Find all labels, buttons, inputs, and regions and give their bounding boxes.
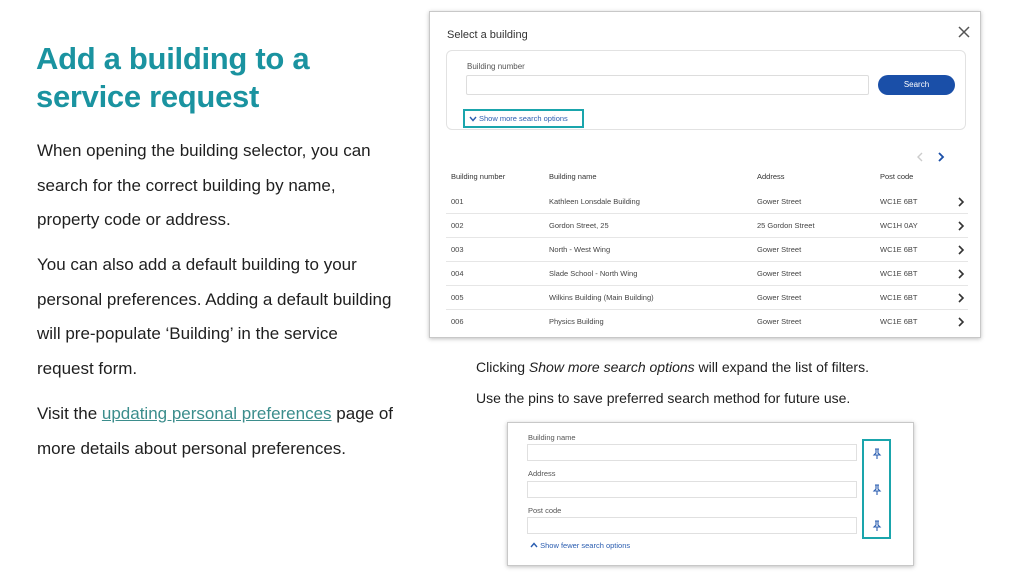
cell-building-number: 001 <box>451 197 464 206</box>
show-fewer-search-options-link[interactable] <box>530 541 630 550</box>
cell-address: Gower Street <box>757 269 802 278</box>
cell-building-name: Kathleen Lonsdale Building <box>549 197 640 206</box>
cell-building-number: 004 <box>451 269 464 278</box>
chevron-right-icon[interactable] <box>956 316 966 328</box>
cell-address: Gower Street <box>757 245 802 254</box>
building-number-label: Building number <box>467 62 525 71</box>
pin-icon[interactable] <box>872 484 882 496</box>
chevron-left-icon[interactable] <box>915 151 925 163</box>
cell-post-code: WC1H 0AY <box>880 221 918 230</box>
cell-post-code: WC1E 6BT <box>880 269 918 278</box>
expanded-filters-panel <box>507 422 914 566</box>
pin-icon[interactable] <box>872 520 882 532</box>
visit-paragraph <box>37 397 397 466</box>
pin-icon[interactable] <box>872 448 882 460</box>
table-row[interactable] <box>446 310 968 334</box>
building-name-label: Building name <box>528 433 576 442</box>
select-building-dialog <box>429 11 981 338</box>
cell-post-code: WC1E 6BT <box>880 245 918 254</box>
cell-building-number: 002 <box>451 221 464 230</box>
building-name-input[interactable] <box>527 444 857 461</box>
cell-building-name: Physics Building <box>549 317 604 326</box>
cell-address: 25 Gordon Street <box>757 221 815 230</box>
chevron-up-icon <box>530 542 538 548</box>
slide-title: Add a building to a service request <box>36 41 310 114</box>
column-header-building-number[interactable]: Building number <box>451 172 506 181</box>
chevron-right-icon[interactable] <box>956 292 966 304</box>
cell-building-name: Wilkins Building (Main Building) <box>549 293 654 302</box>
show-fewer-label: Show fewer search options <box>540 541 631 550</box>
table-row[interactable] <box>446 262 968 286</box>
cell-address: Gower Street <box>757 317 802 326</box>
cell-building-number: 006 <box>451 317 464 326</box>
cell-post-code: WC1E 6BT <box>880 317 918 326</box>
cell-building-number: 005 <box>451 293 464 302</box>
table-row[interactable] <box>446 286 968 310</box>
cell-post-code: WC1E 6BT <box>880 293 918 302</box>
show-more-search-options-link[interactable] <box>463 109 584 128</box>
cell-address: Gower Street <box>757 293 802 302</box>
column-header-address[interactable]: Address <box>757 172 785 181</box>
personal-preferences-link[interactable]: updating personal preferences <box>101 404 332 423</box>
chevron-right-icon[interactable] <box>956 196 966 208</box>
caption-pins: Use the pins to save preferred search method for future use. <box>476 390 851 406</box>
cell-address: Gower Street <box>757 197 802 206</box>
cell-building-name: Gordon Street, 25 <box>549 221 609 230</box>
address-input[interactable] <box>527 481 857 498</box>
post-code-label: Post code <box>528 506 562 515</box>
chevron-right-icon[interactable] <box>956 268 966 280</box>
caption-show-more <box>476 359 869 375</box>
cell-building-number: 003 <box>451 245 464 254</box>
post-code-input[interactable] <box>527 517 857 534</box>
cell-building-name: Slade School - North Wing <box>549 269 638 278</box>
caption-1-italic: Show more search options <box>528 359 695 375</box>
visit-suffix: page of more details about personal preferences. <box>37 404 394 458</box>
close-icon[interactable] <box>956 24 972 40</box>
chevron-right-icon[interactable] <box>956 244 966 256</box>
chevron-right-icon[interactable] <box>956 220 966 232</box>
caption-1-suffix: will expand the list of filters. <box>694 359 869 375</box>
chevron-down-icon <box>469 116 477 122</box>
table-row[interactable] <box>446 190 968 214</box>
table-row[interactable] <box>446 214 968 238</box>
search-button[interactable]: Search <box>878 75 955 95</box>
building-number-input[interactable] <box>466 75 869 95</box>
caption-1-prefix: Clicking <box>476 359 529 375</box>
cell-post-code: WC1E 6BT <box>880 197 918 206</box>
cell-building-name: North - West Wing <box>549 245 611 254</box>
column-header-post-code[interactable]: Post code <box>880 172 914 181</box>
chevron-right-icon[interactable] <box>936 151 946 163</box>
pins-highlight <box>862 439 891 539</box>
search-panel <box>446 50 966 130</box>
preferences-paragraph: You can also add a default building to your personal preferences. Adding a default building will pre-populate ‘Building’ in the service request form. <box>37 255 392 378</box>
dialog-title: Select a building <box>447 29 528 41</box>
show-more-label: Show more search options <box>479 114 568 123</box>
column-header-building-name[interactable]: Building name <box>549 172 597 181</box>
intro-paragraph: When opening the building selector, you can search for the correct building by name, property code or address. <box>37 141 371 229</box>
table-row[interactable] <box>446 238 968 262</box>
visit-prefix: Visit the <box>37 404 102 423</box>
address-label: Address <box>528 469 556 478</box>
